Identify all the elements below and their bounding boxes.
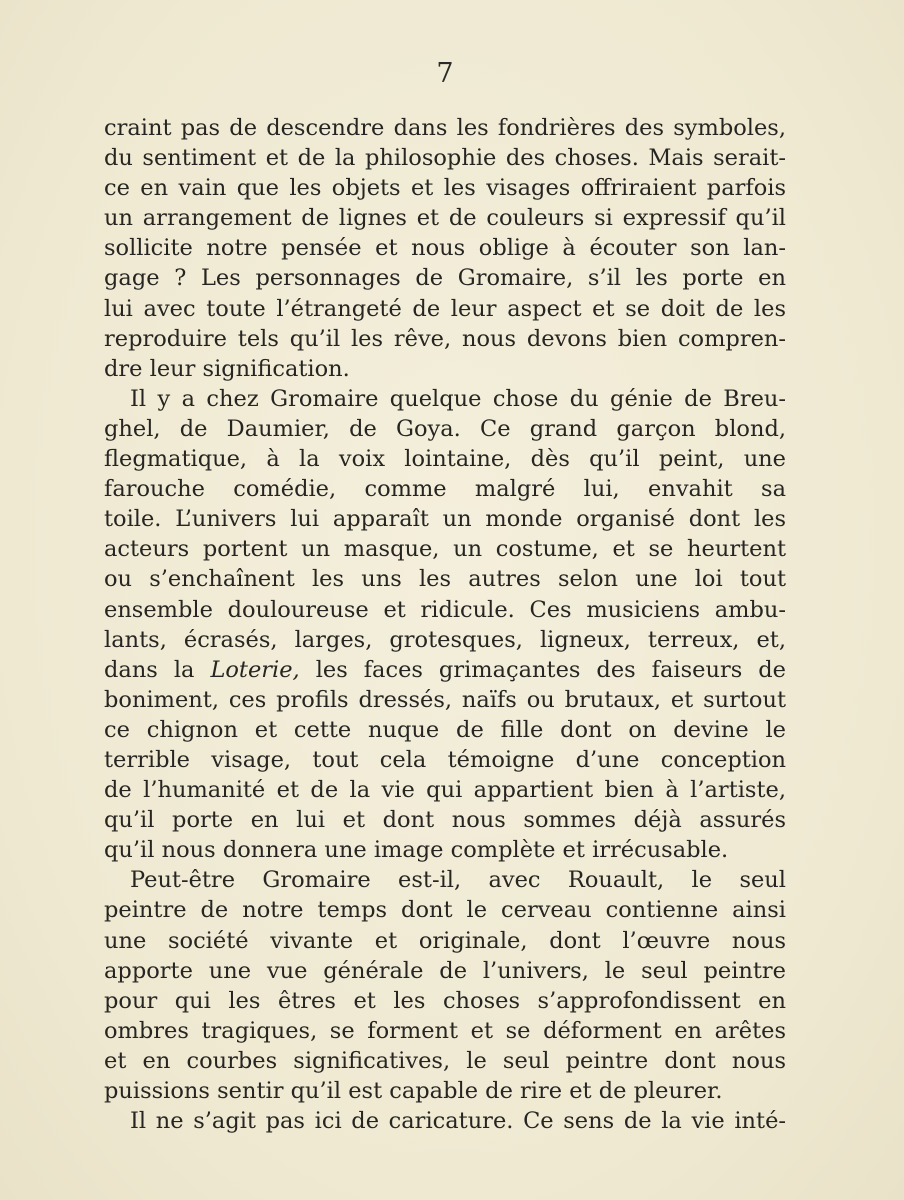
text-segment: dans la — [104, 656, 211, 683]
text-line: apporte une vue générale de l’univers, le seul peintre — [104, 957, 786, 984]
text-line: farouche comédie, comme malgré lui, envahit sa — [104, 476, 786, 503]
text-line: peintre de notre temps dont le cerveau contienne ainsi — [104, 897, 786, 924]
text-line-with-italic — [104, 655, 786, 685]
text-line: flegmatique, à la voix lointaine, dès qu’il peint, une — [104, 446, 786, 473]
artwork-title: Loterie, — [210, 656, 300, 683]
text-line: du sentiment et de la philosophie des choses. Mais serait- — [104, 145, 786, 172]
text-line: craint pas de descendre dans les fondrières des symboles, — [104, 115, 786, 141]
paragraph-first-line: Il y a chez Gromaire quelque chose du génie de Breu- — [130, 385, 786, 412]
text-line: pour qui les êtres et les choses s’approfondissent en — [104, 987, 786, 1014]
page-number: 7 — [436, 58, 454, 89]
text-line: un arrangement de lignes et de couleurs si expressif qu’il — [104, 205, 786, 232]
text-line: ou s’enchaînent les uns les autres selon une loi tout — [104, 566, 786, 593]
text-line: reproduire tels qu’il les rêve, nous devons bien compren- — [104, 325, 786, 352]
text-line: puissions sentir qu’il est capable de rire et de pleurer. — [104, 1078, 723, 1104]
text-line: qu’il porte en lui et dont nous sommes déjà assurés — [104, 807, 786, 834]
text-line: gage ? Les personnages de Gromaire, s’il les porte en — [104, 265, 786, 292]
text-line: de l’humanité et de la vie qui appartient bien à l’artiste, — [104, 777, 786, 804]
text-line: et en courbes significatives, le seul peintre dont nous — [104, 1047, 786, 1074]
text-line: lants, écrasés, larges, grotesques, ligneux, terreux, et, — [104, 626, 786, 653]
text-line: ombres tragiques, se forment et se déforment en arêtes — [104, 1017, 786, 1044]
text-line: dre leur signification. — [104, 355, 350, 382]
text-line: ghel, de Daumier, de Goya. Ce grand garçon blond, — [104, 415, 786, 442]
text-line: toile. L’univers lui apparaît un monde organisé dont les — [104, 506, 786, 533]
text-line: ce en vain que les objets et les visages offriraient parfois — [104, 175, 786, 202]
text-line: une société vivante et originale, dont l’œuvre nous — [104, 927, 786, 954]
text-line: sollicite notre pensée et nous oblige à écouter son lan- — [104, 235, 786, 262]
paragraph-first-line: Peut-être Gromaire est-il, avec Rouault, le seul — [130, 867, 786, 894]
text-line: boniment, ces profils dressés, naïfs ou brutaux, et surtout — [104, 686, 786, 713]
text-line: acteurs portent un masque, un costume, et se heurtent — [104, 536, 786, 563]
text-line: terrible visage, tout cela témoigne d’une conception — [104, 746, 786, 773]
text-line: ensemble douloureuse et ridicule. Ces musiciens ambu- — [104, 596, 786, 623]
text-line: lui avec toute l’étrangeté de leur aspect et se doit de les — [104, 295, 786, 322]
text-line: ce chignon et cette nuque de fille dont on devine le — [104, 716, 786, 743]
paragraph-first-line: Il ne s’agit pas ici de caricature. Ce sens de la vie inté- — [130, 1108, 786, 1135]
body-text — [104, 113, 786, 1136]
text-line: qu’il nous donnera une image complète et irrécusable. — [104, 837, 729, 864]
text-segment: les faces grimaçantes des faiseurs de — [299, 656, 786, 683]
